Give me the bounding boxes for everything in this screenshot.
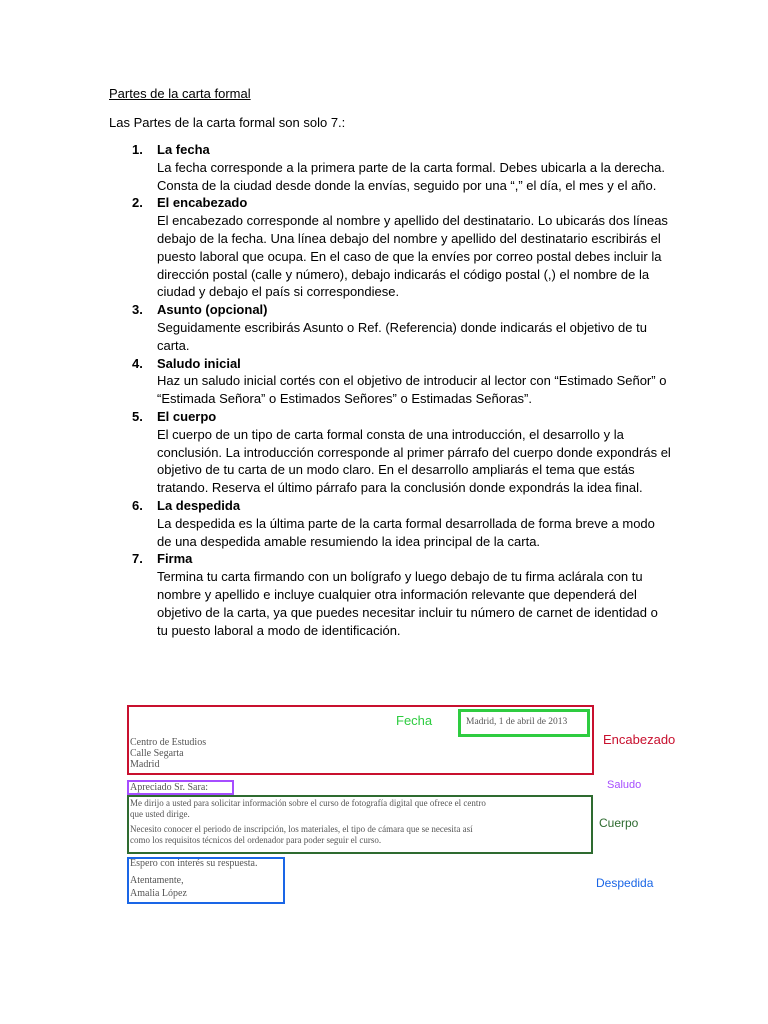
item-body: El encabezado corresponde al nombre y apellido del destinatario. Lo ubicarás dos líneas debajo de la fecha. Una línea debajo del nombre y apellido del destinatario escribirás el puesto laboral que ocupa. En el caso de que la envíes por correo postal debes incluir la dirección postal (calle y número), debajo indicarás el código postal (,) el nombre de la ciudad y debajo el país si correspondiese. — [157, 213, 668, 300]
address-line: Centro de Estudios — [130, 737, 207, 748]
address-line: Calle Segarta — [130, 748, 184, 759]
item-heading: El cuerpo — [157, 408, 217, 424]
item-number: 5. — [132, 408, 143, 424]
closing-line: Espero con interés su respuesta. — [130, 858, 258, 869]
list-item — [132, 194, 672, 301]
item-number: 7. — [132, 551, 143, 567]
encabezado-label: Encabezado — [603, 732, 676, 747]
cuerpo-label: Cuerpo — [599, 816, 639, 830]
item-body: Termina tu carta firmando con un bolígrafo y luego debajo de tu firma aclárala con tu nombre y apellido e incluye cualquier otra información relevante que dependerá del objetivo de la carta, ya que puedes necesitar incluir tu número de carnet de identidad o tu puesto laboral a modo de identificación. — [157, 569, 658, 638]
despedida-label: Despedida — [596, 876, 654, 890]
item-heading: La fecha — [157, 142, 210, 157]
item-body: El cuerpo de un tipo de carta formal consta de una introducción, el desarrollo y la conclusión. La introducción corresponde al primer párrafo del cuerpo donde expondrás el objetivo de tu carta de un modo claro. En el desarrollo ampliarás el tema que estás tratando. Reserva el último párrafo para la conclusión donde expondrás la idea final. — [157, 426, 671, 496]
greeting-text: Apreciado Sr. Sara: — [130, 782, 209, 793]
item-heading: Firma — [157, 551, 193, 567]
item-body: Seguidamente escribirás Asunto o Ref. (Referencia) donde indicarás el objetivo de tu carta. — [157, 319, 647, 353]
body-line: como los requisitos técnicos del ordenador para poder seguir el curso. — [130, 835, 382, 845]
item-body: La despedida es la última parte de la carta formal desarrollada de forma breve a modo de una despedida amable resumiendo la idea principal de la carta. — [157, 515, 655, 549]
body-line: Me dirijo a usted para solicitar información sobre el curso de fotografía digital que ofrece el centro — [130, 798, 486, 808]
item-heading: Saludo inicial — [157, 355, 241, 371]
item-number: 2. — [132, 195, 143, 211]
letter-diagram — [120, 700, 720, 915]
list-item — [132, 141, 672, 194]
list-item — [132, 408, 672, 497]
intro-text: Las Partes de la carta formal son solo 7.: — [109, 115, 346, 130]
address-line: Madrid — [130, 759, 160, 770]
closing-line: Atentamente, — [130, 875, 184, 886]
closing-line: Amalia López — [130, 888, 187, 899]
body-line: que usted dirige. — [130, 809, 190, 819]
item-number: 3. — [132, 302, 143, 318]
list-item — [132, 550, 672, 639]
item-body: Haz un saludo inicial cortés con el objetivo de introducir al lector con “Estimado Señor” o “Estimada Señora” o Estimados Señores” o Estimadas Señoras”. — [157, 373, 667, 407]
list-item — [132, 301, 672, 354]
fecha-label: Fecha — [396, 713, 433, 728]
list-item — [132, 355, 672, 408]
page-title: Partes de la carta formal — [109, 86, 251, 101]
item-body: La fecha corresponde a la primera parte de la carta formal. Debes ubicarla a la derecha. Consta de la ciudad desde donde la envías, seguido por una “,” el día, el mes y el año. — [157, 159, 666, 193]
item-heading: La despedida — [157, 497, 241, 513]
item-heading: El encabezado — [157, 195, 248, 211]
item-heading: Asunto (opcional) — [157, 302, 268, 318]
item-number: 4. — [132, 355, 143, 371]
date-text: Madrid, 1 de abril de 2013 — [466, 717, 568, 727]
parts-list — [132, 141, 672, 639]
list-item — [132, 497, 672, 550]
saludo-label: Saludo — [607, 779, 642, 791]
body-line: Necesito conocer el periodo de inscripción, los materiales, el tipo de cámara que se necesita así — [130, 824, 473, 834]
item-number: 1. — [132, 142, 143, 157]
item-number: 6. — [132, 497, 143, 513]
